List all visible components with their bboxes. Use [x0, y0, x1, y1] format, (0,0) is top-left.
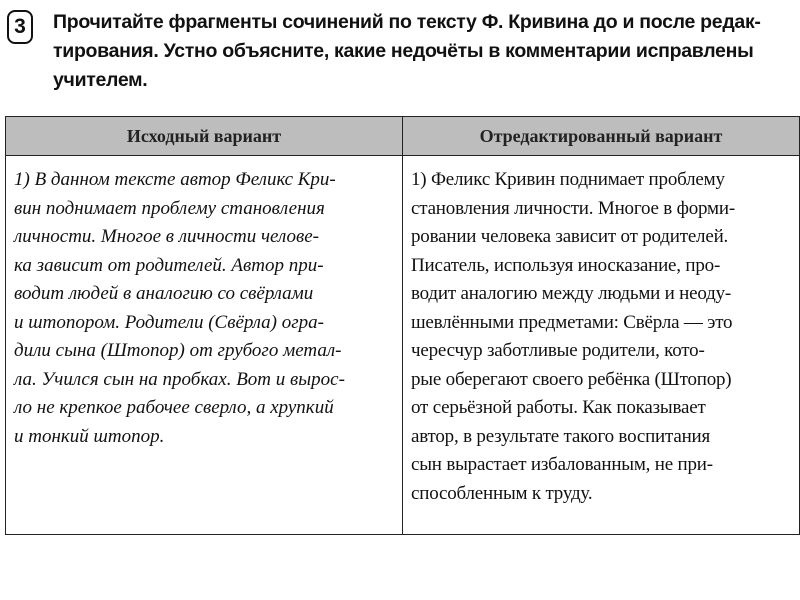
edited-line: сын вырастает избалованным, не при- — [411, 454, 713, 475]
original-fragment — [6, 156, 403, 535]
original-line: дили сына (Штопор) от грубого метал- — [14, 340, 342, 361]
original-line: вин поднимает проблему становления — [14, 197, 325, 219]
original-line: 1) В данном тексте автор Феликс Кри- — [14, 169, 336, 190]
edited-line: рые оберегают своего ребёнка (Штопор) — [411, 368, 732, 390]
task-instruction-line: тирования. Устно объясните, какие недочёты в комментарии исправлены — [53, 40, 754, 62]
comparison-table — [5, 116, 800, 535]
edited-line: чересчур заботливые родители, кото- — [411, 340, 705, 361]
table-header-row — [6, 117, 800, 156]
table-row — [6, 156, 800, 535]
original-line: и штопором. Родители (Свёрла) огра- — [14, 311, 325, 333]
header-edited-variant: Отредактированный вариант — [403, 117, 800, 156]
original-line: ло не крепкое рабочее сверло, а хрупкий — [14, 397, 334, 418]
edited-line: становления личности. Многое в форми- — [411, 197, 735, 219]
task-instruction-line: Прочитайте фрагменты сочинений по тексту Ф. Кривина до и после редак- — [53, 11, 761, 33]
edited-line: водит аналогию между людьми и неоду- — [411, 283, 732, 304]
edited-fragment — [403, 156, 800, 535]
original-line: ка зависит от родителей. Автор при- — [14, 254, 324, 276]
original-line: личности. Многое в личности челове- — [14, 226, 320, 247]
edited-line: способленным к труду. — [411, 482, 593, 504]
task-instruction-line: учителем. — [53, 69, 148, 91]
edited-line: ровании человека зависит от родителей. — [411, 226, 729, 247]
original-line: и тонкий штопор. — [14, 425, 165, 447]
original-line: водит людей в аналогию со свёрлами — [14, 283, 314, 304]
edited-line: автор, в результате такого воспитания — [411, 425, 711, 447]
original-line: ла. Учился сын на пробках. Вот и вырос- — [14, 368, 345, 390]
edited-line: 1) Феликс Кривин поднимает проблему — [411, 169, 725, 190]
edited-line: Писатель, используя иносказание, про- — [411, 254, 721, 276]
edited-line: от серьёзной работы. Как показывает — [411, 397, 706, 418]
task-instruction — [53, 8, 798, 95]
header-original-variant: Исходный вариант — [6, 117, 403, 156]
task-number-badge: 3 — [7, 10, 33, 44]
edited-line: шевлёнными предметами: Свёрла — это — [411, 311, 733, 333]
